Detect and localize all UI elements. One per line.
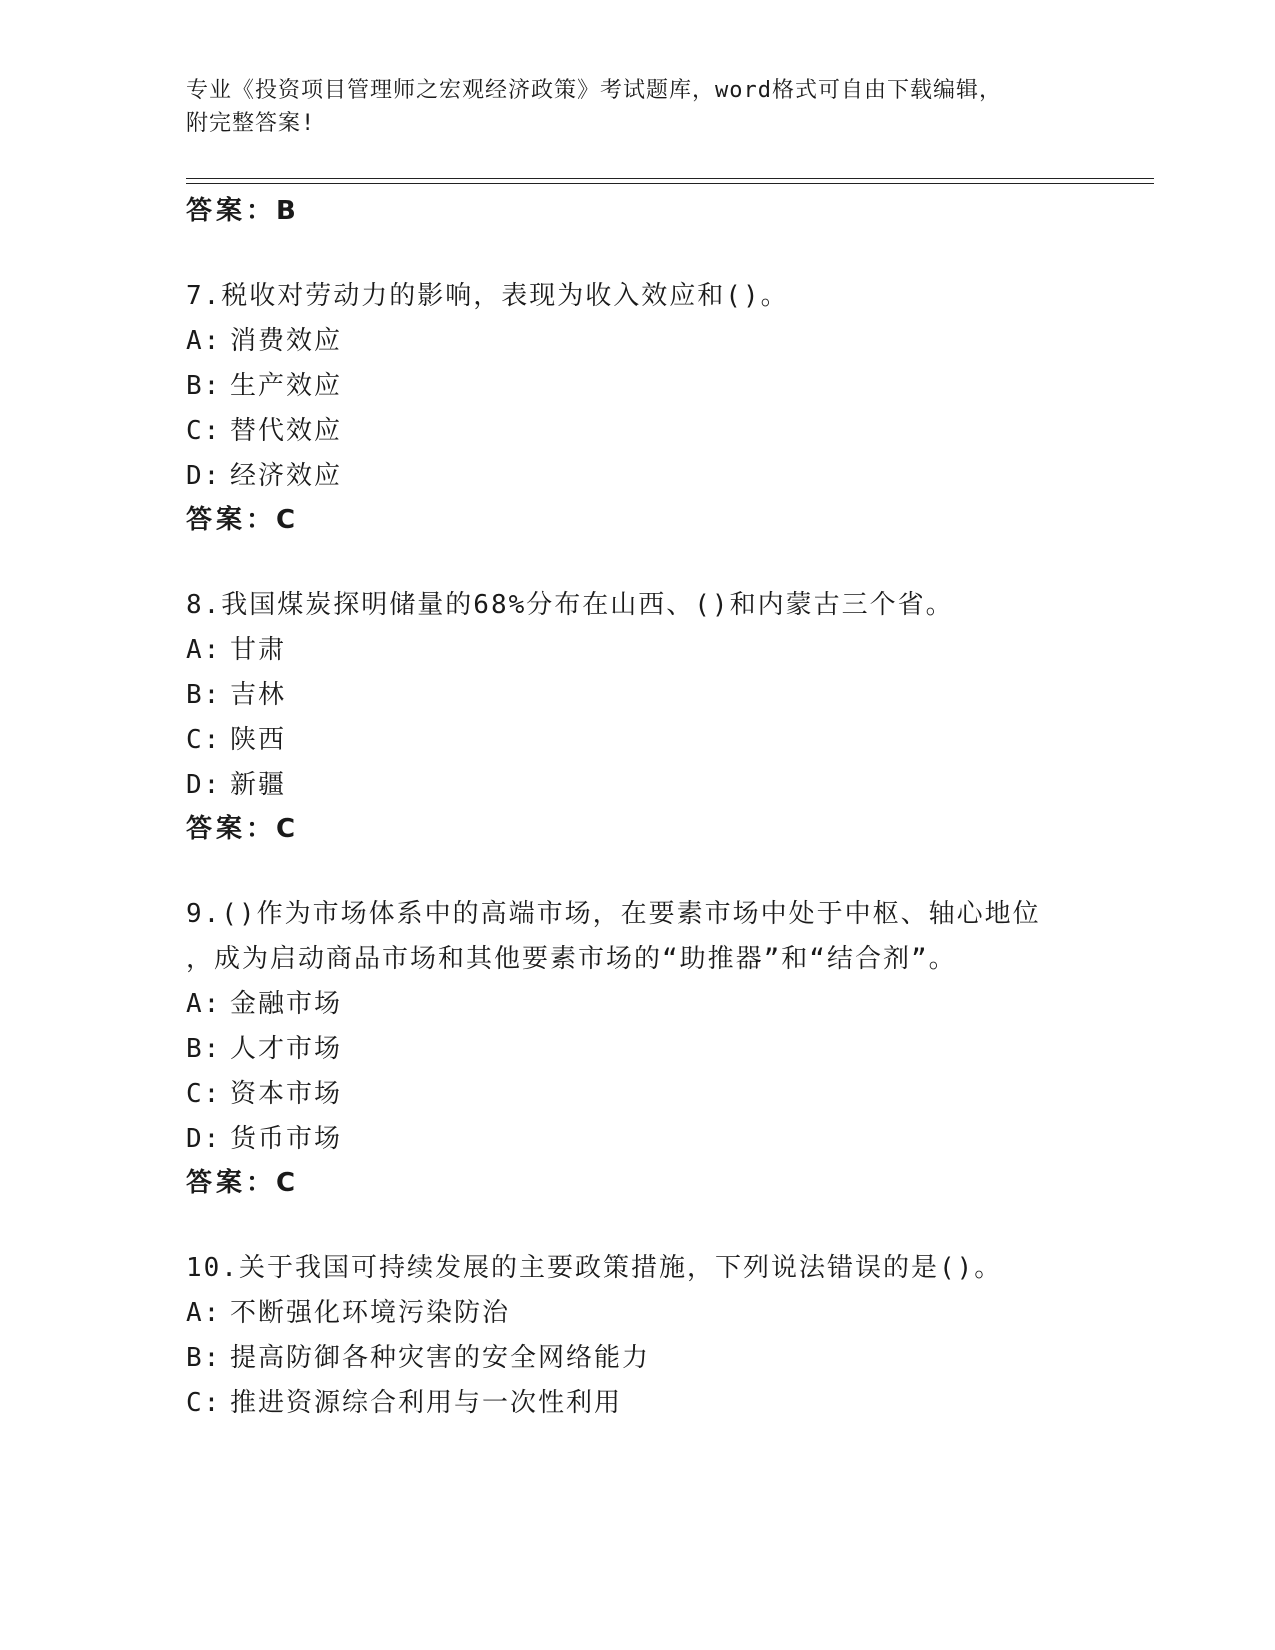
answer-option [186, 1072, 1146, 1117]
option-text: 经济效应 [230, 461, 343, 491]
question-stem: 10.关于我国可持续发展的主要政策措施，下列说法错误的是()。 [186, 1253, 1003, 1283]
document-header [186, 74, 1086, 140]
question-list [186, 190, 1146, 1426]
question-block [186, 583, 1146, 850]
question-block [186, 1246, 1146, 1426]
option-text: 金融市场 [230, 989, 343, 1019]
option-letter: D: [186, 461, 222, 491]
answer-option [186, 1291, 1146, 1336]
answer-option [186, 1336, 1146, 1381]
option-letter: C: [186, 1079, 222, 1109]
option-text: 人才市场 [230, 1034, 343, 1064]
question-stem: 9.()作为市场体系中的高端市场，在要素市场中处于中枢、轴心地位 [186, 899, 1041, 929]
answer-option [186, 1027, 1146, 1072]
option-text: 甘肃 [230, 635, 287, 665]
answer-line: 答案：C [186, 1168, 300, 1198]
answer-option [186, 982, 1146, 1027]
option-letter: C: [186, 1388, 222, 1418]
option-letter: A: [186, 989, 222, 1019]
answer-option [186, 673, 1146, 718]
answer-option [186, 1117, 1146, 1162]
option-letter: C: [186, 725, 222, 755]
answer-option [186, 319, 1146, 364]
question-block [186, 274, 1146, 541]
option-text: 提高防御各种灾害的安全网络能力 [230, 1343, 651, 1373]
header-line-2: 附完整答案! [186, 111, 316, 136]
option-text: 替代效应 [230, 416, 343, 446]
answer-line: 答案：C [186, 814, 300, 844]
option-text: 资本市场 [230, 1079, 343, 1109]
answer-option [186, 628, 1146, 673]
answer-option [186, 409, 1146, 454]
option-text: 吉林 [230, 680, 287, 710]
option-letter: B: [186, 1034, 222, 1064]
option-text: 新疆 [230, 770, 287, 800]
question-stem: 7.税收对劳动力的影响，表现为收入效应和()。 [186, 281, 789, 311]
question-stem: ，成为启动商品市场和其他要素市场的“助推器”和“结合剂”。 [186, 944, 957, 974]
option-text: 消费效应 [230, 326, 343, 356]
question-stem: 8.我国煤炭探明储量的68%分布在山西、()和内蒙古三个省。 [186, 590, 954, 620]
header-line-1: 专业《投资项目管理师之宏观经济政策》考试题库，word格式可自由下载编辑， [186, 78, 1002, 103]
option-letter: A: [186, 1298, 222, 1328]
option-letter: B: [186, 371, 222, 401]
option-letter: D: [186, 1124, 222, 1154]
option-text: 推进资源综合利用与一次性利用 [230, 1388, 623, 1418]
option-letter: A: [186, 635, 222, 665]
option-text: 生产效应 [230, 371, 343, 401]
option-letter: B: [186, 1343, 222, 1373]
option-text: 不断强化环境污染防治 [230, 1298, 511, 1328]
option-text: 货币市场 [230, 1124, 343, 1154]
answer-option [186, 718, 1146, 763]
answer-option [186, 454, 1146, 499]
option-letter: D: [186, 770, 222, 800]
answer-option [186, 1381, 1146, 1426]
header-divider-top [186, 178, 1154, 179]
answer-line: 答案：B [186, 196, 300, 226]
header-divider-bottom [186, 183, 1154, 184]
option-text: 陕西 [230, 725, 287, 755]
option-letter: C: [186, 416, 222, 446]
answer-option [186, 763, 1146, 808]
option-letter: A: [186, 326, 222, 356]
answer-option [186, 364, 1146, 409]
option-letter: B: [186, 680, 222, 710]
question-block [186, 892, 1146, 1204]
answer-line: 答案：C [186, 505, 300, 535]
